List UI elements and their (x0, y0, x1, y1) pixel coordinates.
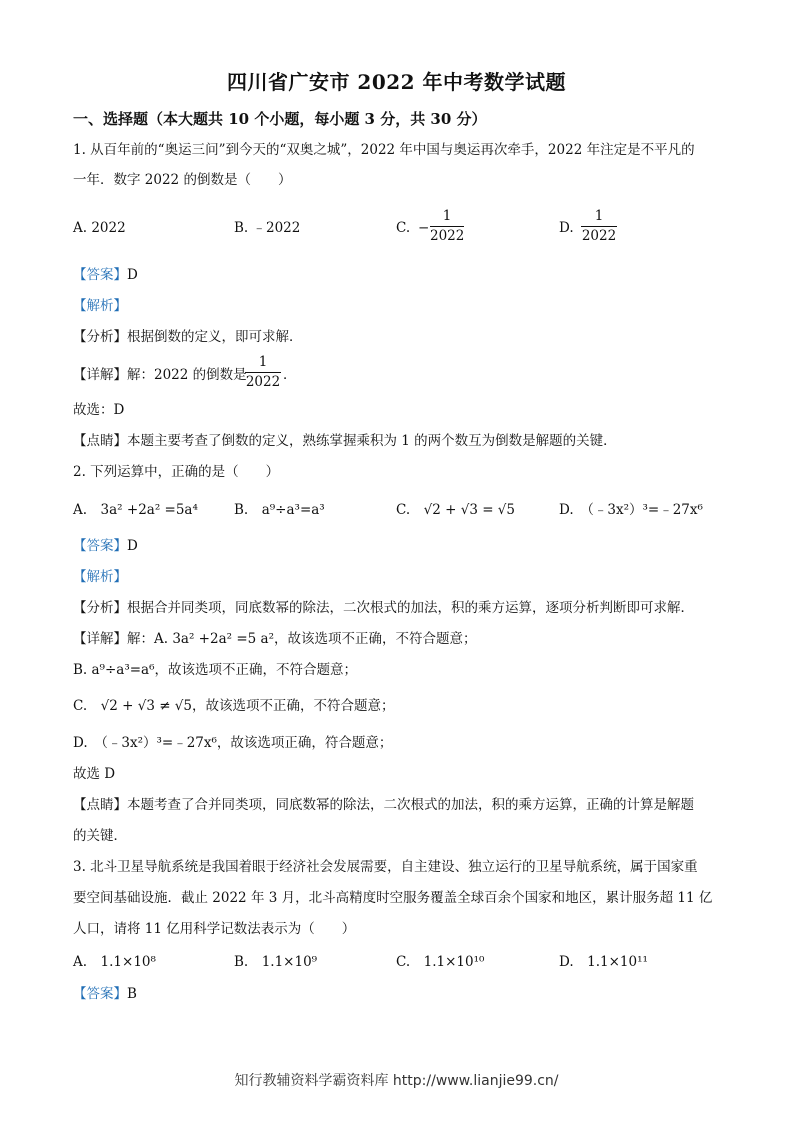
q1-stem-line2: 一年．数字 2022 的倒数是（ ） (73, 172, 292, 188)
dianjing-text: 本题考查了合并同类项，同底数幂的除法，二次根式的加法，积的乘方运算，正确的计算是解题 (127, 797, 694, 813)
q1-stem-line1: 1. 从百年前的“奥运三问”到今天的“双奥之城”，2022 年中国与奥运再次牵手，2022 年注定是不平凡的 (73, 142, 695, 158)
q2-dianjing (73, 796, 694, 814)
q1-xiangjie-fraction (245, 354, 281, 391)
q1-option-d-fraction (581, 208, 617, 245)
q3-answer (73, 985, 137, 1003)
q3-stem-line3: 人口，请将 11 亿用科学记数法表示为（ ） (73, 921, 356, 937)
dianjing-tag: 【点睛】 (73, 797, 127, 813)
q1-xiangjie-end: ． (283, 367, 297, 383)
q3-stem-line1: 3. 北斗卫星导航系统是我国着眼于经济社会发展需要，自主建设、独立运行的卫星导航系统，属于国家重 (73, 859, 698, 875)
q3-option-c: C. 1.1×10¹⁰ (396, 954, 485, 970)
q2-fenxi (73, 599, 694, 617)
fenxi-text: 根据倒数的定义，即可求解． (127, 329, 303, 345)
q1-xiangjie (73, 366, 247, 384)
q2-analysis-tag: 【解析】 (73, 569, 127, 585)
footer-watermark: 知行教辅资料学霸资料库 http://www.lianjie99.cn/ (234, 1073, 559, 1089)
answer-value: B (127, 986, 137, 1002)
xiangjie-text: 解：A. 3a² +2a² =5 a²，故该选项不正确，不符合题意； (127, 631, 477, 647)
fenxi-tag: 【分析】 (73, 600, 127, 616)
q1-c-numerator: 1 (442, 208, 452, 224)
page-title: 四川省广安市 2022 年中考数学试题 (226, 70, 567, 94)
answer-tag: 【答案】 (73, 986, 127, 1002)
dianjing-tag: 【点睛】 (73, 433, 127, 449)
q1-choose: 故选：D (73, 402, 125, 418)
q2-detail-b: B. a⁹÷a³=a⁶，故该选项不正确，不符合题意； (73, 662, 358, 678)
xj-numerator: 1 (258, 354, 268, 370)
answer-value: D (127, 267, 138, 283)
q1-option-a: A. 2022 (73, 220, 126, 236)
q1-fenxi (73, 328, 303, 346)
q1-dianjing (73, 432, 617, 450)
fraction-bar (430, 226, 464, 227)
q1-analysis-tag: 【解析】 (73, 298, 127, 314)
q2-option-b: B. a⁹÷a³=a³ (234, 502, 325, 518)
q2-option-c: C. √2 + √3 = √5 (396, 502, 516, 518)
q1-option-d-label: D. (559, 220, 574, 236)
xiangjie-tag: 【详解】 (73, 367, 127, 383)
xj-denominator: 2022 (245, 374, 281, 390)
q2-option-d: D. （﹣3x²）³=﹣27x⁶ (559, 502, 703, 518)
xiangjie-tag: 【详解】 (73, 631, 127, 647)
q2-choose: 故选 D (73, 766, 116, 782)
q1-answer (73, 266, 138, 284)
fraction-bar (581, 226, 617, 227)
q3-stem-line2: 要空间基础设施．截止 2022 年 3 月，北斗高精度时空服务覆盖全球百余个国家和地区，累计服务超 11 亿 (73, 890, 713, 906)
answer-tag: 【答案】 (73, 267, 127, 283)
q2-answer (73, 537, 138, 555)
q1-d-numerator: 1 (594, 208, 604, 224)
section-heading: 一、选择题（本大题共 10 个小题，每小题 3 分，共 30 分） (73, 110, 487, 128)
q1-c-denominator: 2022 (430, 228, 465, 244)
xiangjie-text: 解：2022 的倒数是 (127, 367, 247, 383)
q2-xiangjie (73, 630, 476, 648)
q1-option-c-fraction (430, 208, 464, 245)
fenxi-tag: 【分析】 (73, 329, 127, 345)
q1-option-c-sign: − (418, 220, 430, 236)
q2-dianjing-line2: 的关键． (73, 828, 127, 844)
answer-value: D (127, 538, 138, 554)
q3-option-a: A. 1.1×10⁸ (73, 954, 156, 970)
q2-stem: 2. 下列运算中，正确的是（ ） (73, 464, 280, 480)
q1-option-b: B. ﹣2022 (234, 220, 301, 236)
q2-detail-d: D. （﹣3x²）³=﹣27x⁶，故该选项正确，符合题意； (73, 735, 393, 751)
q3-option-b: B. 1.1×10⁹ (234, 954, 318, 970)
q3-option-d: D. 1.1×10¹¹ (559, 954, 648, 970)
dianjing-text: 本题主要考查了倒数的定义，熟练掌握乘积为 1 的两个数互为倒数是解题的关键． (127, 433, 617, 449)
answer-tag: 【答案】 (73, 538, 127, 554)
q1-option-c-label: C. (396, 220, 411, 236)
fraction-bar (245, 372, 281, 373)
q1-d-denominator: 2022 (581, 228, 617, 244)
q2-detail-c: C. √2 + √3 ≠ √5，故该选项不正确，不符合题意； (73, 698, 395, 714)
fenxi-text: 根据合并同类项，同底数幂的除法，二次根式的加法，积的乘方运算，逐项分析判断即可求解． (127, 600, 694, 616)
q2-option-a: A. 3a² +2a² =5a⁴ (73, 502, 198, 518)
